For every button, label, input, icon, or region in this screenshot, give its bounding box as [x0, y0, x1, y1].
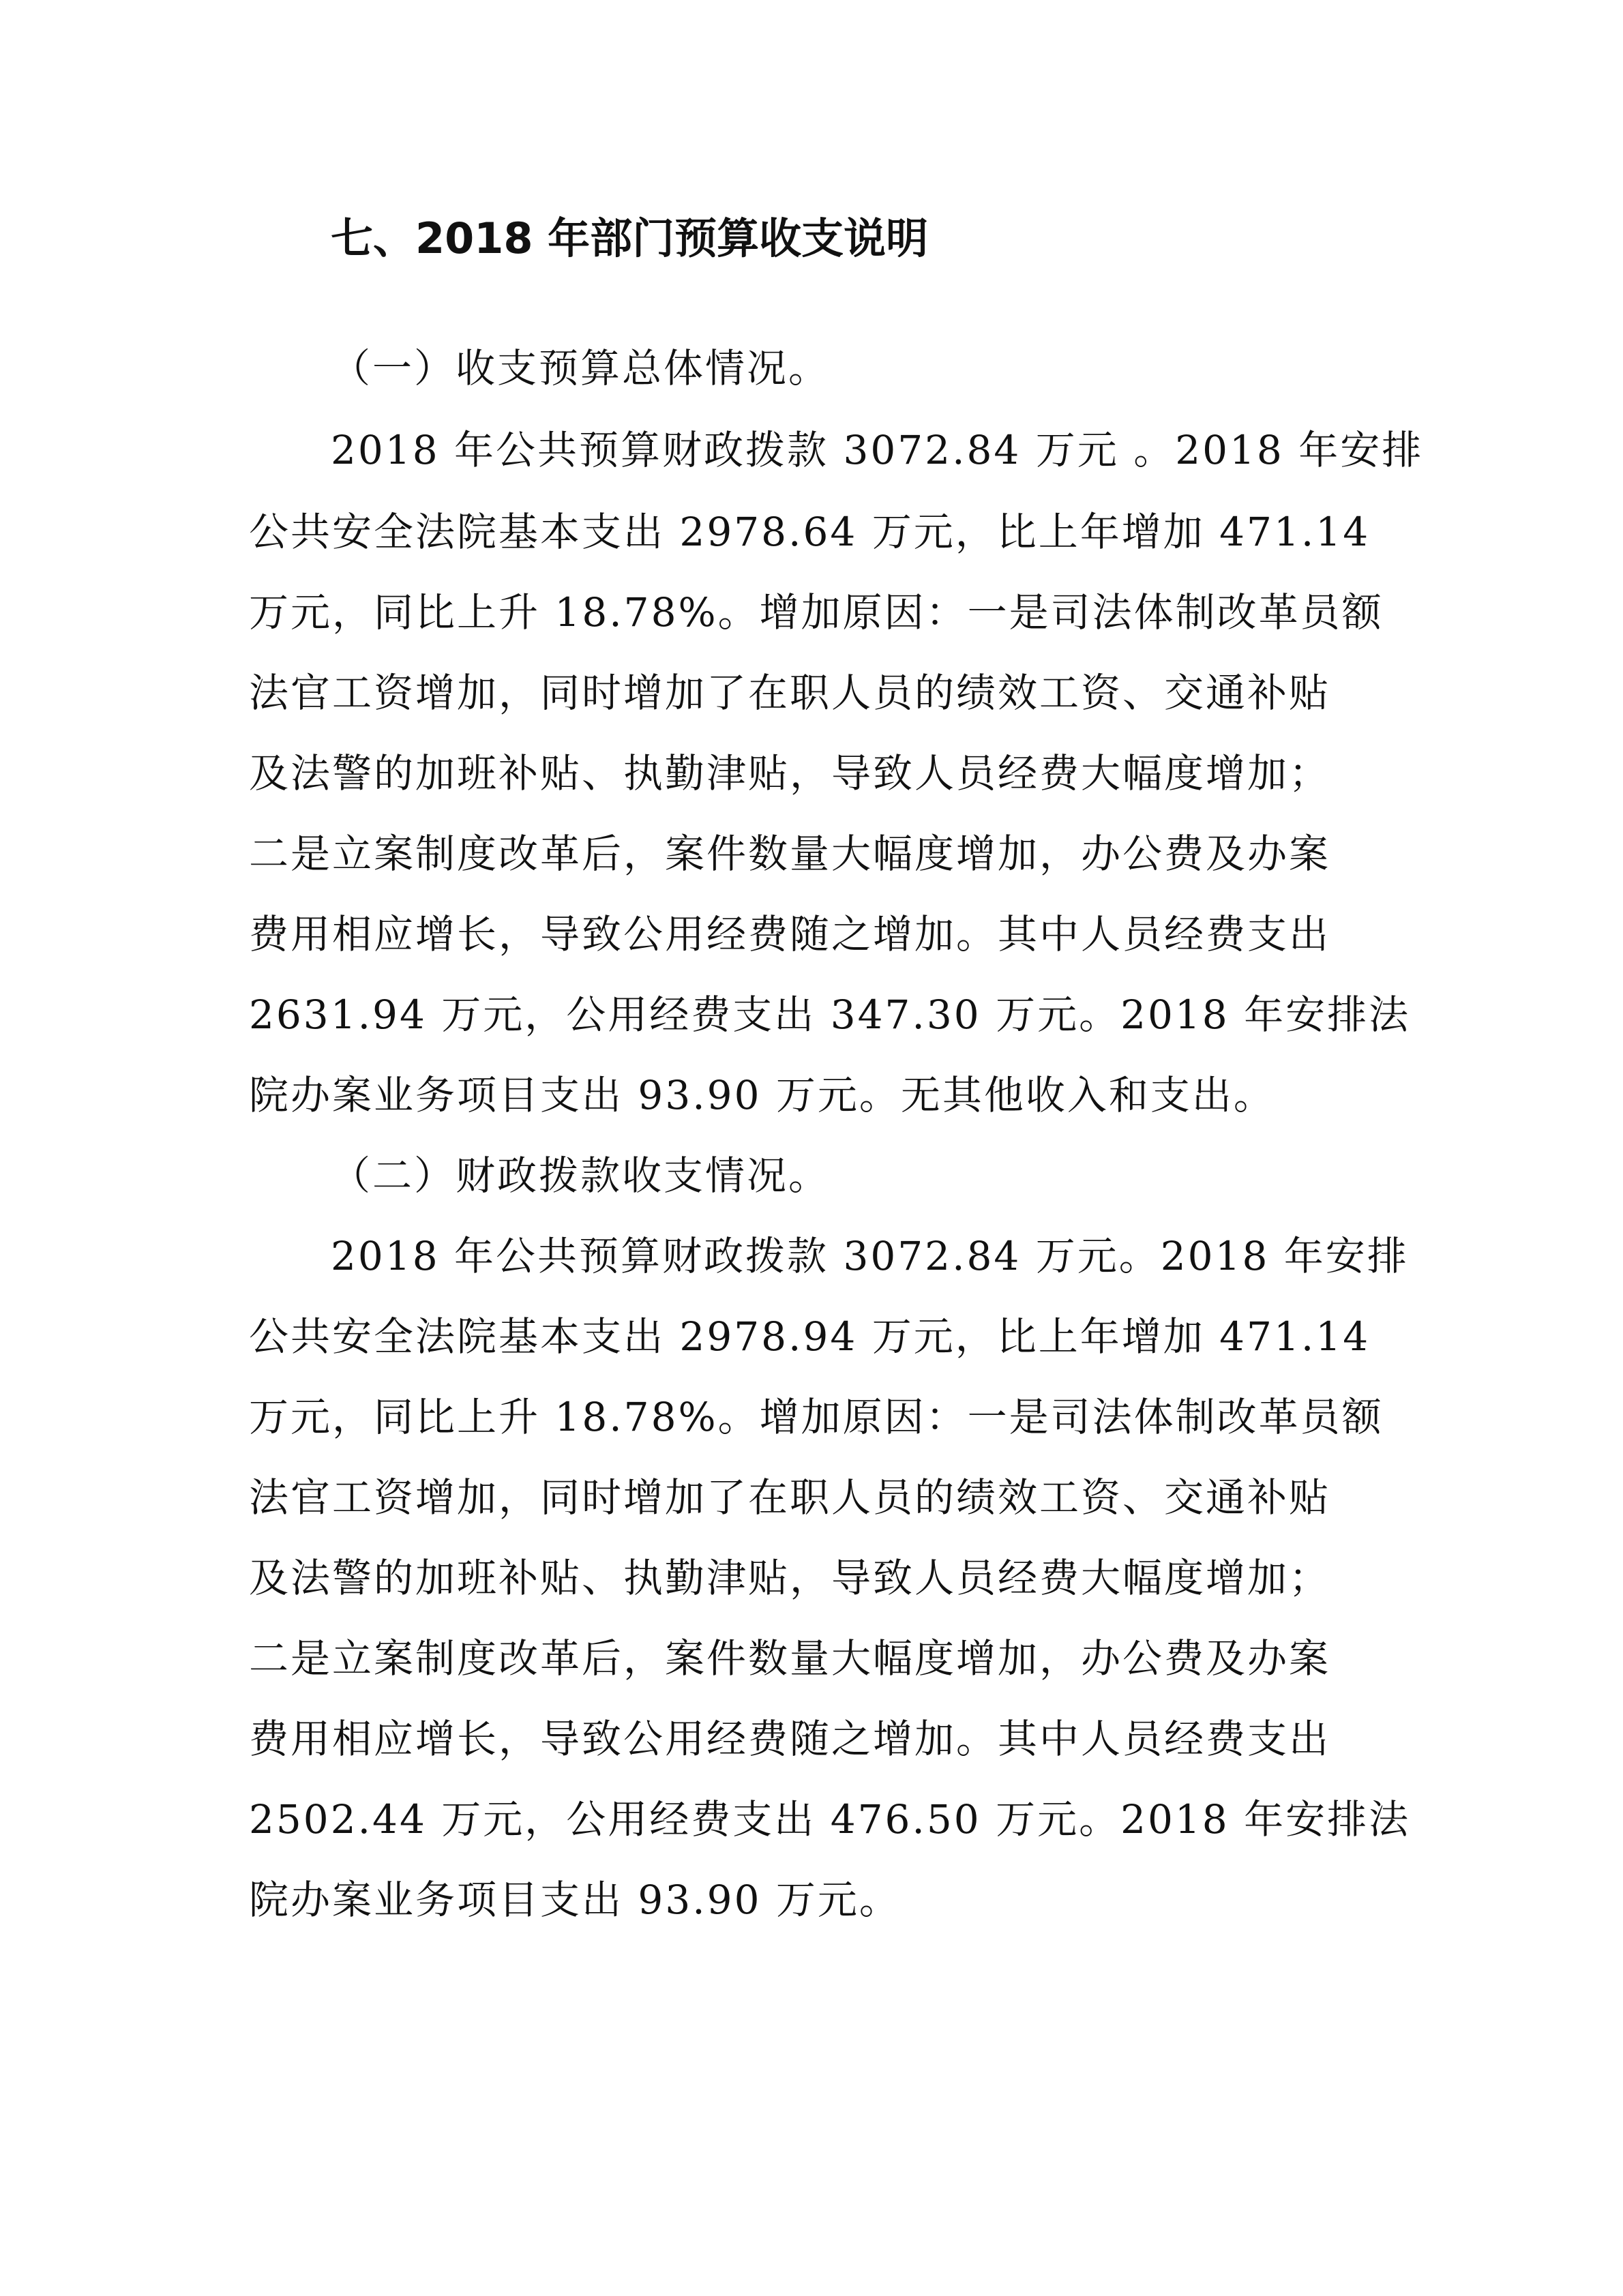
paragraph-line: 费用相应增长，导致公用经费随之增加。其中人员经费支出 — [249, 911, 1331, 957]
paragraph-line: 及法警的加班补贴、执勤津贴，导致人员经费大幅度增加； — [249, 750, 1331, 796]
paragraph-line: 费用相应增长，导致公用经费随之增加。其中人员经费支出 — [249, 1716, 1331, 1762]
subsection-title-1: （一）收支预算总体情况。 — [331, 345, 831, 391]
subsection-title-2: （二）财政拨款收支情况。 — [331, 1152, 831, 1199]
paragraph-line: 万元，同比上升 18.78%。增加原因：一是司法体制改革员额 — [249, 589, 1384, 636]
paragraph-line: 公共安全法院基本支出 2978.94 万元，比上年增加 471.14 — [249, 1313, 1371, 1360]
paragraph-line: 2018 年公共预算财政拨款 3072.84 万元 。2018 年安排 — [331, 427, 1424, 473]
paragraph-line: 万元，同比上升 18.78%。增加原因：一是司法体制改革员额 — [249, 1394, 1384, 1440]
paragraph-line: 法官工资增加，同时增加了在职人员的绩效工资、交通补贴 — [249, 1474, 1331, 1521]
paragraph-line: 及法警的加班补贴、执勤津贴，导致人员经费大幅度增加； — [249, 1555, 1331, 1601]
paragraph-line: 二是立案制度改革后，案件数量大幅度增加，办公费及办案 — [249, 831, 1331, 877]
paragraph-line: 2502.44 万元，公用经费支出 476.50 万元。2018 年安排法 — [249, 1796, 1411, 1843]
paragraph-line: 公共安全法院基本支出 2978.64 万元，比上年增加 471.14 — [249, 509, 1371, 555]
paragraph-line: 2018 年公共预算财政拨款 3072.84 万元。2018 年安排 — [331, 1233, 1409, 1279]
paragraph-line: 法官工资增加，同时增加了在职人员的绩效工资、交通补贴 — [249, 670, 1331, 716]
paragraph-line: 二是立案制度改革后，案件数量大幅度增加，办公费及办案 — [249, 1635, 1331, 1682]
paragraph-line: 2631.94 万元，公用经费支出 347.30 万元。2018 年安排法 — [249, 992, 1411, 1038]
paragraph-line: 院办案业务项目支出 93.90 万元。 — [249, 1877, 901, 1923]
paragraph-line: 院办案业务项目支出 93.90 万元。无其他收入和支出。 — [249, 1072, 1275, 1118]
section-heading: 七、2018 年部门预算收支说明 — [331, 213, 929, 263]
